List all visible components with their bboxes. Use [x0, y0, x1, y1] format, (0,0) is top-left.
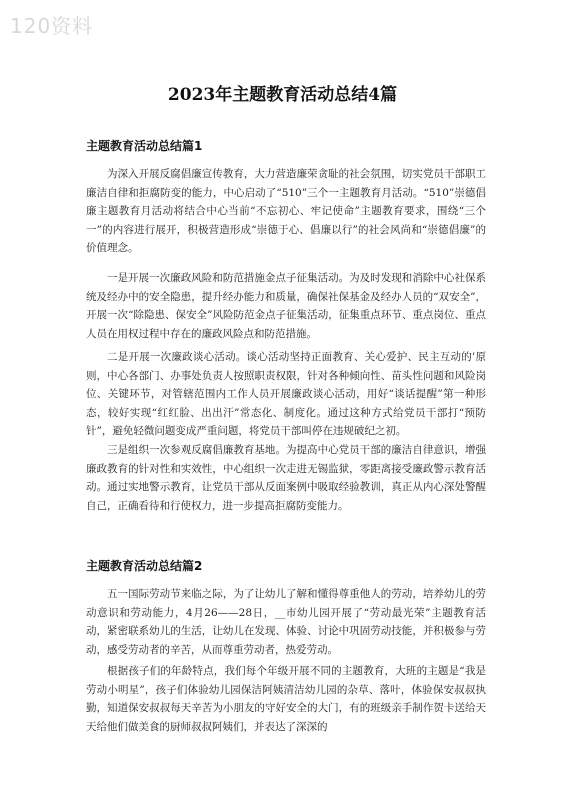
watermark: 120资料: [10, 14, 94, 38]
section-2-paragraph-2: 根据孩子们的年龄特点，我们每个年级开展不同的主题教育，大班的主题是“我是劳动小明星”，孩子们体验幼儿园保洁阿姨清洁幼儿园的杂草、落叶，体验保安叔叔执勤，知道保安叔叔每天辛苦为小朋友的守好安全的大门，有的班级亲手制作贺卡送给天天给他们做美食的厨师叔叔阿姨们，并表达了深深的: [86, 665, 486, 733]
document-title: 2023年主题教育活动总结4篇: [167, 85, 398, 105]
section-1-paragraph-1: 为深入开展反腐倡廉宣传教育，大力营造廉荣贪耻的社会氛围，切实党员干部职工廉洁自律和拒腐防变的能力，中心启动了“510”三个一主题教育月活动。“510”崇德倡廉主题教育月活动将结合中心当前“不忘初心、牢记使命”主题教育要求，围绕“三个一”的内容进行展开，积极营造形成“崇德于心、倡廉以行”的社会风尚和“崇德倡廉”的价值理念。: [86, 168, 486, 254]
section-1-heading: 主题教育活动总结篇1: [86, 139, 203, 153]
section-1-paragraph-3: 二是开展一次廉政谈心活动。谈心活动坚持正面教育、关心爱护、民主互动的’原则，中心各部门、办事处负责人按照职责权限，针对各种倾向性、苗头性问题和风险岗位、关键环节，对管辖范围内工作人员开展廉政谈心活动，用好“谈话提醒”第一种形态，较好实现“红红脸、出出汗”常态化、制度化。通过这种方式给党员干部打“预防针”，避免轻微问题变成严重问题，将党员干部叫停在违规破纪之初。: [86, 351, 486, 437]
section-1-paragraph-2: 一是开展一次廉政风险和防范措施金点子征集活动。为及时发现和消除中心社保系统及经办中的安全隐患，提升经办能力和质量，确保社保基金及经办人员的“双安全”，开展一次“除隐患、保安全”风险防范金点子征集活动，征集重点环节、重点岗位、重点人员在用权过程中存在的廉政风险点和防范措施。: [86, 272, 486, 340]
section-2-paragraph-1: 五一国际劳动节来临之际，为了让幼儿了解和懂得尊重他人的劳动，培养幼儿的劳动意识和劳动能力，4月26——28日，__市幼儿园开展了“劳动最光荣”主题教育活动，紧密联系幼儿的生活，让幼儿在发现、体验、讨论中巩固劳动技能，并积极参与劳动，感受劳动者的辛苦，从而尊重劳动者，热爱劳动。: [86, 588, 486, 656]
section-2-heading: 主题教育活动总结篇2: [86, 559, 203, 573]
section-1-paragraph-4: 三是组织一次参观反腐倡廉教育基地。为提高中心党员干部的廉洁自律意识，增强廉政教育的针对性和实效性，中心组织一次走进无锡监狱，零距离接受廉政警示教育活动。通过实地警示教育，让党员干部从反面案例中吸取经验教训，真正从内心深处警醒自己，正确看待和行使权力，进一步提高拒腐防变能力。: [86, 444, 486, 512]
